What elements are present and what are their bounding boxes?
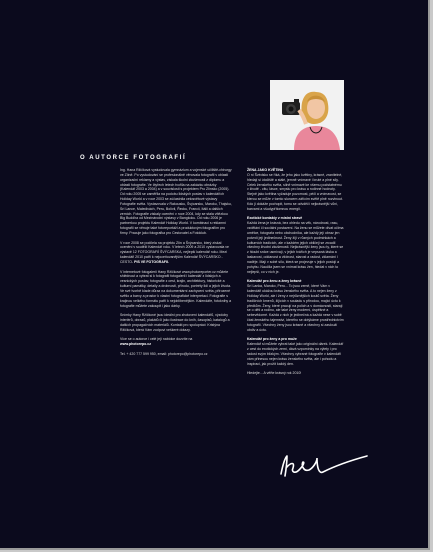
essay-section xyxy=(247,279,344,332)
website-link[interactable]: www.photorepo.cz xyxy=(120,342,151,347)
gallery-paragraph: V internetové fotogalerii Hany Ržičkové www.photoreporter.cz můžete shlédnout a vybrat si k fotografii fotogalerii i kalendář z lidských a vesnických postav, fotografie z cest, krajin, architektury, historické a kulturní památky, detaily a drobnosti, přírodu, portréty lidí a jejich života. Ve své tvorbě klade důraz na dokumentární zachycení světa, přirozené světlo a barvy a prostor k vlastní fotografické interpretaci. Fotografie s krajinou velkého formátu patří k nejoblíbenějším. Kalendáře, fotoknihy a fotografie můžete zakoupit i jako dárky. xyxy=(120,269,232,308)
contact-phone-email: Tel. + 420 777 599 950, email: photorepo@photorepo.cz xyxy=(120,351,208,356)
essay-subheading: Kalendář pro ženy a pro muže xyxy=(247,337,297,342)
essay-column xyxy=(247,168,344,381)
biography-column xyxy=(120,168,232,362)
bio-bold-text: PIS VE FOTOGRAFII. xyxy=(134,259,169,264)
bio-paragraph xyxy=(120,241,232,265)
essay-section xyxy=(247,337,344,366)
section-heading: O AUTORCE FOTOGRAFIÍ xyxy=(80,155,187,161)
contact-block xyxy=(120,337,232,356)
bio-paragraph: Ing. Hana Ržičková vystudovala gymnázium a vojenské učiliště-chirurgy ve Zlíně. Po vystudování se profesionálně věnovala fotografii v oblasti organizační reklamy a výstav, získala školní zkušenosti z diplomu a oblasti fotografie. Ve čtyřech letech tvořila na zakázku obrázky (Kalendář 2003 a 2004) a v souvislosti s projektem Pro Zlínsko (2005). Od roku 2005 se zaměřila na podobu lidských postav v kalendářích Holiday World a v roce 2003 se zúčastnila celosvětové výstavy Fotografie světa. Vystavovala v Rakousku, Švýcarsku, Maroku, Thajsku, Srí Lance, Maledivách, Peru, Bolívii, Řecku, Francii, Itálii a dalších zemích. Fotografie získaly ocenění v roce 2004, kdy se stala vítězkou Big Buddha od Mezinárodní výstavy v Bangkoku. Od roku 2006 je partnerkou projektu Kalendář Holiday World. V kombinaci s reklamní fotografií se věnuje také fotoreportáži a produktovým fotografiím pro firmy. Pracuje jako fotografka pro Cestovatel a Fotoklub. xyxy=(120,168,232,235)
essay-title: ŽENA JAKO KVĚTINA xyxy=(247,168,284,172)
contact-intro: Více se o autorce i celé její nabídce dozvíte na xyxy=(120,337,193,342)
essay-paragraph: Každá žena je krásná, bez ohledu na věk, národnost, rasu, vzdělání či sociální postavení. Na ženu se můžete dívat očima umělce, fotografa nebo obchodníka, ale každý její obraz jen potvrdí její jedinečnost. Ženy žijí v různých podmínkách a kulturních tradicích, ale v každém jejich obličeji se zrcadlí všechny životní zkušenosti. Nejkrásnější ženy jsou ty, které se z hloubi srdce usmívají, v jejich tvářích je vepsaná láska a laskavost, oddanost a vlídnost, starost a radost, zklamání i naděje. Mají v sobě sílu, která se projevuje v jejich postoji a pohybu. Naučila jsem se vnímat krásu žen, hledat v nich to nejlepší, co v nich je. xyxy=(247,221,344,274)
essay-paragraph: Srí Lanka, Maroko, Peru... To jsou země, které Vám v kalendáři ukážou krásu ženského světa. A to nejen ženy z Holiday World, ale i ženy z nejrůznějších koutů světa. Ženy tradičních kmenů, žijících v souladu s přírodou, mající úctu k předkům. Ženy, které pracují na polích a v domácnosti, starají se o děti a rodinu, ale také ženy moderní, úspěšné a sebevědomé. Každá z nich je jedinečná a každá nese v sobě část ženského tajemství, kterého se dotýkáme prostřednictvím fotografií. Všechny ženy jsou krásné a všechny si zaslouží obdiv a úctu. xyxy=(247,284,344,332)
bio-text: V roce 2008 se podílela na projektu Zlín a Švýcarsko, který získal ocenění v soutěži Kalendář roku. V letech 2009 a 2010 vystavovala ve výstavě 12 FOTOGRAFIÍ ŠVÝCARSKA, nejlepší kalendář roku. Mezi kalendáři 2010 patří k nejoceňovanějším Kalendář ŠVÝCARSKO - CESTO- xyxy=(120,240,229,264)
essay-section xyxy=(247,216,344,274)
essay-subheading: Exotické kontakty v místní stravě xyxy=(247,216,303,221)
signature-image xyxy=(275,448,375,482)
essay-intro xyxy=(247,168,344,212)
woman-with-camera-image xyxy=(270,80,344,150)
essay-paragraph: O ní Švédsko se říká, že jeho jako květiny, krásné, zranitelné, hledají si útočiště a stálé, jemně vnímavé i kruté a plné síly. Celek ženského světa, silně vnímavé ke všemu podstatnému v životě - citu, lásce, smyslu pro krásu a rodinné hodnoty. Stejně jako květina vyžaduje pozornost, péči a vnímavost, se kterou se může v tomto sluncem zářícím světě plně rozvinout. Kdo ji dokáže pochopit, tomu se odvděčí nejkrásnější vůní, barvami a všudypřítomnou energií. xyxy=(247,172,343,211)
essay-closing: Hledejte... A věřte krásný rok 2010! xyxy=(247,371,302,376)
usage-paragraph: Snímky Hany Ržičkové jsou ideální pro zhotovení kalendářů, výzdoby interiérů, obrazů, plakátů či jako ilustrace do knih, časopisů, katalogů a dalších propagačních materiálů. Kontakt pro spolupráci: Kristýna Ržičková, která Vám zodpoví veškeré dotazy. xyxy=(120,313,230,332)
author-photo xyxy=(270,80,344,150)
essay-paragraph: Kalendář si můžete vybrat také jako originální dárek. Kalendář z cest do exotických zemí, dává vzpomínky na výlety i pro radost svým blízkým. Všechny vybrané fotografie v kalendáři vám přinesou nejen krásu ženského světa, ale i pohodu a inspiraci, jak prožít každý den. xyxy=(247,342,344,366)
essay-subheading: Kalendář pro ženu a ženy krásné xyxy=(247,279,302,284)
